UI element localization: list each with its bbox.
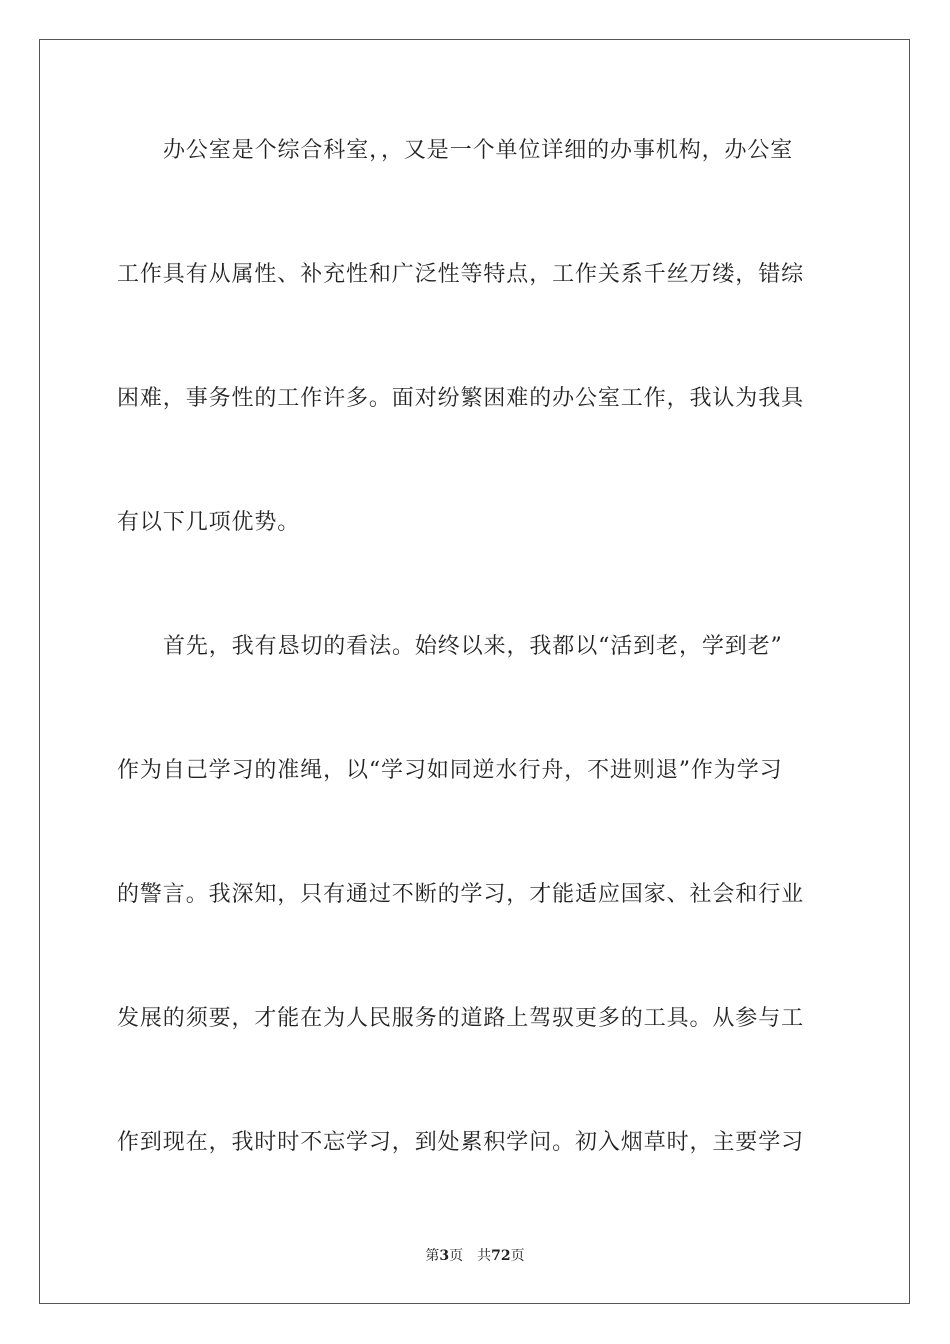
paragraph-2-line-1: 首先，我有恳切的看法。始终以来，我都以“活到老，学到老” xyxy=(163,634,783,659)
paragraph-2-line-2: 作为自己学习的准绳，以“学习如同逆水行舟，不进则退”作为学习 xyxy=(117,758,783,783)
total-pages: 72 xyxy=(491,1248,511,1264)
page-prefix: 第 xyxy=(425,1248,440,1264)
total-prefix: 共 xyxy=(477,1248,492,1264)
paragraph-1-line-2: 工作具有从属性、补充性和广泛性等特点，工作关系千丝万缕，错综 xyxy=(117,262,805,287)
paragraph-2-line-5: 作到现在，我时时不忘学习，到处累积学问。初入烟草时，主要学习 xyxy=(117,1130,805,1155)
paragraph-1-line-4: 有以下几项优势。 xyxy=(117,510,301,535)
paragraph-2-line-4: 发展的须要，才能在为人民服务的道路上驾驭更多的工具。从参与工 xyxy=(117,1006,805,1031)
paragraph-2-line-3: 的警言。我深知，只有通过不断的学习，才能适应国家、社会和行业 xyxy=(117,882,805,907)
paragraph-1-line-1: 办公室是个综合科室，，又是一个单位详细的办事机构，办公室 xyxy=(163,138,794,163)
page-number: 3 xyxy=(439,1248,450,1264)
total-suffix: 页 xyxy=(510,1248,525,1264)
page-border xyxy=(39,39,910,1304)
page-footer xyxy=(0,1247,950,1265)
paragraph-1-line-3: 困难，事务性的工作许多。面对纷繁困难的办公室工作，我认为我具 xyxy=(117,386,805,411)
page-suffix: 页 xyxy=(449,1248,464,1264)
